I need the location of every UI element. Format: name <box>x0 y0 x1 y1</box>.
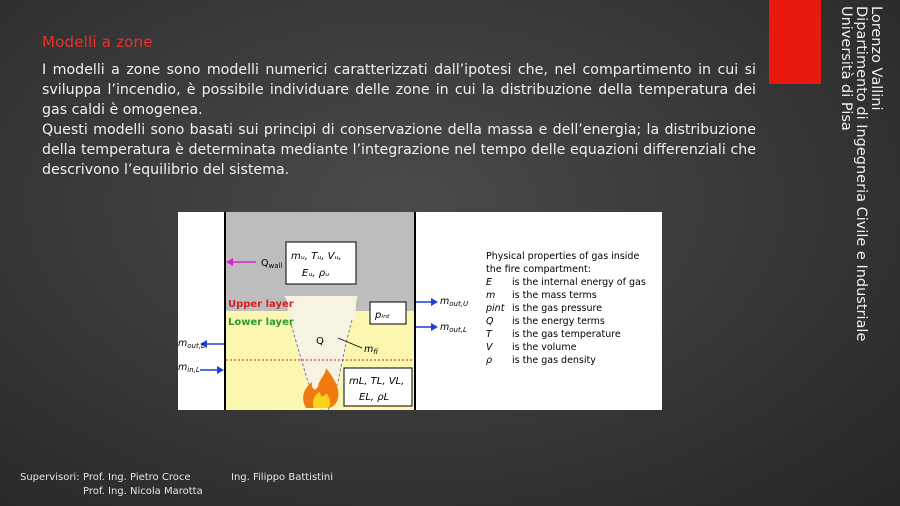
legend-title-1: Physical properties of gas inside <box>486 251 640 262</box>
supervisor-2: Prof. Ing. Nicola Marotta <box>83 486 203 497</box>
zone-model-figure <box>178 212 662 410</box>
lower-box-line2: EL, ρL <box>359 392 390 403</box>
author-info-vertical <box>838 6 883 341</box>
legend-desc: is the gas density <box>512 355 596 366</box>
legend-desc: is the mass terms <box>512 290 597 301</box>
upper-box-line2: Eᵤ, ρᵤ <box>302 268 330 279</box>
m-out-l-right-sub: out,L <box>449 326 467 334</box>
legend-desc: is the volume <box>512 342 577 353</box>
m-in-l-sub: in,L <box>187 366 200 374</box>
author-university: Università di Pisa <box>838 6 854 131</box>
zone-model-diagram <box>178 212 662 410</box>
m-out-u-sub: out,U <box>449 300 469 308</box>
body-text <box>42 60 756 180</box>
red-accent-tab <box>769 0 821 84</box>
m-out-l-left-symbol: m <box>178 338 188 349</box>
legend-desc: is the internal energy of gas <box>512 277 646 288</box>
q-wall-sub: wall <box>268 262 283 270</box>
author-department: Dipartimento di Ingegneria Civile e Industriale <box>853 6 869 342</box>
author-block <box>838 6 884 378</box>
legend-list <box>485 277 646 366</box>
legend-desc: is the energy terms <box>512 316 605 327</box>
supervisor-3: Ing. Filippo Battistini <box>231 472 333 483</box>
legend-symbol: E <box>486 277 493 288</box>
m-in-l-symbol: m <box>178 362 188 373</box>
q-wall-symbol: Q <box>261 258 269 269</box>
m-out-l-left-sub: out,L <box>187 342 205 350</box>
m-out-u-symbol: m <box>440 296 450 307</box>
m-out-u-arrowhead <box>431 298 438 306</box>
upper-box-line1: mᵤ, Tᵤ, Vᵤ, <box>291 251 342 262</box>
m-out-l-right-label <box>440 322 467 334</box>
m-in-l-label <box>178 362 200 374</box>
legend-title-2: the fire compartment: <box>486 264 591 275</box>
m-fi-sub: fi <box>373 348 378 356</box>
m-out-l-right-arrowhead <box>431 323 438 331</box>
m-in-l-arrowhead <box>217 366 224 374</box>
legend-desc: is the gas pressure <box>512 303 603 314</box>
legend-symbol: pint <box>486 303 505 314</box>
m-out-l-left-label <box>178 338 205 350</box>
supervisor-1: Prof. Ing. Pietro Croce <box>83 472 191 483</box>
m-out-u-label <box>440 296 468 308</box>
legend-symbol: m <box>486 290 496 301</box>
legend-symbol: T <box>486 329 492 340</box>
p-int-label: pᵢₙₜ <box>375 310 391 321</box>
supervisors-label: Supervisori: <box>20 472 80 483</box>
lower-layer-label: Lower layer <box>228 317 294 328</box>
q-center-label: Q <box>316 336 324 347</box>
m-out-l-right-symbol: m <box>440 322 450 333</box>
legend-symbol: Q <box>486 316 494 327</box>
author-name: Lorenzo Vallini <box>868 6 884 111</box>
upper-layer-label: Upper layer <box>228 299 294 310</box>
slide-title: Modelli a zone <box>42 33 153 51</box>
legend-desc: is the gas temperature <box>512 329 621 340</box>
legend-symbol: V <box>486 342 493 353</box>
paragraph-2: Questi modelli sono basati sui principi di conservazione della massa e dell’energia; la distribuzione della temperatura è determinata mediante l’integrazione nel tempo delle equazioni differenziali che descrivono l’equilibrio del sistema. <box>42 122 756 178</box>
paragraph-1: I modelli a zone sono modelli numerici caratterizzati dall’ipotesi che, nel compartimento in cui si sviluppa l’incendio, è possibile individuare delle zone in cui la distribuzione della temperatura dei gas caldi è omogenea. <box>42 62 756 118</box>
m-fi-symbol: m <box>364 344 374 355</box>
lower-box-line1: mL, TL, VL, <box>349 376 405 387</box>
legend-symbol: ρ <box>486 355 493 366</box>
